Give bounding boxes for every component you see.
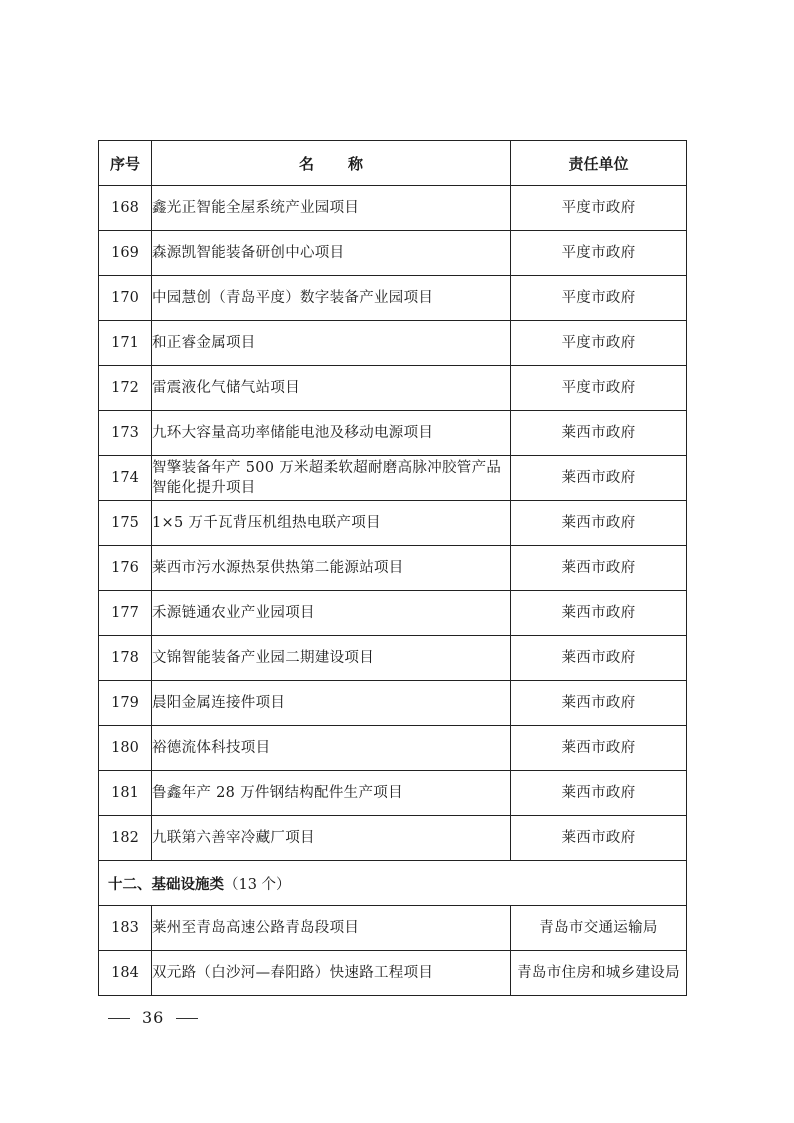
page-number bbox=[108, 1008, 198, 1027]
row-index: 172 bbox=[99, 366, 152, 411]
row-name: 中园慧创（青岛平度）数字装备产业园项目 bbox=[152, 276, 511, 321]
header-name bbox=[152, 141, 511, 186]
row-name: 雷震液化气储气站项目 bbox=[152, 366, 511, 411]
row-name: 文锦智能装备产业园二期建设项目 bbox=[152, 636, 511, 681]
table-row bbox=[99, 231, 687, 276]
row-index: 174 bbox=[99, 456, 152, 501]
row-name: 晨阳金属连接件项目 bbox=[152, 681, 511, 726]
table-row bbox=[99, 591, 687, 636]
row-index: 178 bbox=[99, 636, 152, 681]
row-index: 183 bbox=[99, 906, 152, 951]
row-index: 175 bbox=[99, 501, 152, 546]
project-table bbox=[98, 140, 687, 996]
row-name: 九环大容量高功率储能电池及移动电源项目 bbox=[152, 411, 511, 456]
row-name: 和正睿金属项目 bbox=[152, 321, 511, 366]
row-name: 九联第六善宰冷藏厂项目 bbox=[152, 816, 511, 861]
row-unit: 莱西市政府 bbox=[511, 771, 687, 816]
header-unit: 责任单位 bbox=[511, 141, 687, 186]
row-name: 鑫光正智能全屋系统产业园项目 bbox=[152, 186, 511, 231]
row-unit: 莱西市政府 bbox=[511, 456, 687, 501]
row-unit: 青岛市住房和城乡建设局 bbox=[511, 951, 687, 996]
row-name: 鲁鑫年产 28 万件钢结构配件生产项目 bbox=[152, 771, 511, 816]
row-name: 禾源链通农业产业园项目 bbox=[152, 591, 511, 636]
page-dash-left bbox=[108, 1018, 130, 1019]
table-row bbox=[99, 816, 687, 861]
row-unit: 莱西市政府 bbox=[511, 501, 687, 546]
row-unit: 莱西市政府 bbox=[511, 816, 687, 861]
row-unit: 莱西市政府 bbox=[511, 681, 687, 726]
row-index: 184 bbox=[99, 951, 152, 996]
header-name-right: 称 bbox=[348, 154, 364, 173]
table-row bbox=[99, 726, 687, 771]
header-index: 序号 bbox=[99, 141, 152, 186]
table-row bbox=[99, 501, 687, 546]
table-row bbox=[99, 456, 687, 501]
table-row bbox=[99, 681, 687, 726]
table-row bbox=[99, 321, 687, 366]
row-unit: 莱西市政府 bbox=[511, 546, 687, 591]
page-number-text: 36 bbox=[142, 1008, 165, 1027]
category-title: 十二、基础设施类 bbox=[108, 876, 224, 893]
row-index: 176 bbox=[99, 546, 152, 591]
row-unit: 莱西市政府 bbox=[511, 636, 687, 681]
row-index: 170 bbox=[99, 276, 152, 321]
row-index: 173 bbox=[99, 411, 152, 456]
row-unit: 平度市政府 bbox=[511, 231, 687, 276]
table-row bbox=[99, 186, 687, 231]
table-row bbox=[99, 411, 687, 456]
row-index: 181 bbox=[99, 771, 152, 816]
table-row bbox=[99, 636, 687, 681]
row-unit: 青岛市交通运输局 bbox=[511, 906, 687, 951]
page-dash-right bbox=[176, 1018, 198, 1019]
row-index: 168 bbox=[99, 186, 152, 231]
table-row bbox=[99, 366, 687, 411]
row-name: 莱州至青岛高速公路青岛段项目 bbox=[152, 906, 511, 951]
row-index: 169 bbox=[99, 231, 152, 276]
table-row bbox=[99, 906, 687, 951]
row-name: 智擎装备年产 500 万米超柔软超耐磨高脉冲胶管产品智能化提升项目 bbox=[152, 456, 511, 501]
row-unit: 平度市政府 bbox=[511, 276, 687, 321]
table-row bbox=[99, 771, 687, 816]
row-name: 裕德流体科技项目 bbox=[152, 726, 511, 771]
table-row bbox=[99, 546, 687, 591]
category-cell bbox=[99, 861, 687, 906]
row-unit: 莱西市政府 bbox=[511, 726, 687, 771]
row-name: 森源凯智能装备研创中心项目 bbox=[152, 231, 511, 276]
row-unit: 平度市政府 bbox=[511, 366, 687, 411]
row-index: 180 bbox=[99, 726, 152, 771]
table-header-row bbox=[99, 141, 687, 186]
row-unit: 平度市政府 bbox=[511, 186, 687, 231]
row-index: 171 bbox=[99, 321, 152, 366]
row-name: 莱西市污水源热泵供热第二能源站项目 bbox=[152, 546, 511, 591]
row-name: 双元路（白沙河—春阳路）快速路工程项目 bbox=[152, 951, 511, 996]
row-index: 182 bbox=[99, 816, 152, 861]
row-unit: 平度市政府 bbox=[511, 321, 687, 366]
row-index: 179 bbox=[99, 681, 152, 726]
row-unit: 莱西市政府 bbox=[511, 591, 687, 636]
row-name: 1×5 万千瓦背压机组热电联产项目 bbox=[152, 501, 511, 546]
category-count: （13 个） bbox=[224, 876, 291, 893]
table-row bbox=[99, 276, 687, 321]
header-name-left: 名 bbox=[298, 154, 314, 173]
category-row bbox=[99, 861, 687, 906]
table-row bbox=[99, 951, 687, 996]
row-unit: 莱西市政府 bbox=[511, 411, 687, 456]
row-index: 177 bbox=[99, 591, 152, 636]
